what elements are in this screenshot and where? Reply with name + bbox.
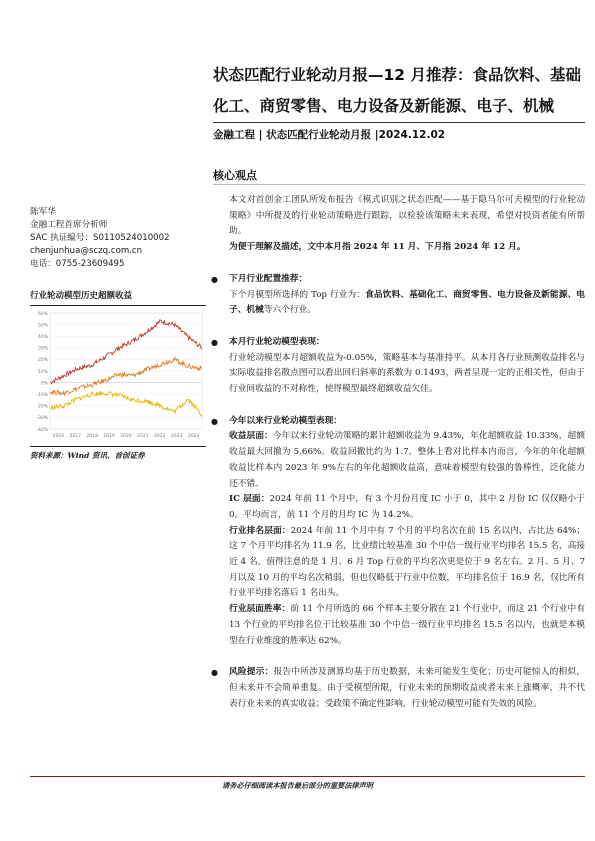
ytd-ic-label: IC 层面： [229, 494, 270, 505]
x-tick-label: 2021 [137, 434, 149, 439]
x-tick-label: 2018 [86, 434, 98, 439]
x-tick-label: 2022 [154, 434, 166, 439]
x-tick-label: 2024 [187, 434, 200, 439]
x-tick-label: 2019 [103, 434, 115, 439]
bullet-icon: ● [211, 273, 218, 284]
series-line [50, 392, 202, 416]
y-tick-label: -20% [36, 404, 48, 410]
analyst-license: SAC 执证编号：S0110524010002 [30, 233, 170, 243]
report-title-line2: 化工、商贸零售、电力设备及新能源、电子、机械 [213, 97, 555, 115]
next-month-heading: 下月行业配置推荐： [229, 273, 308, 284]
ytd-win-label: 行业层面胜率： [229, 604, 291, 615]
recommended-industries: 食品饮料、基础化工、商贸零售、电力设备及新能源、电子、机械 [229, 289, 585, 316]
analyst-phone: 电话：0755-23609495 [30, 259, 125, 269]
chart-source: 资料来源：Wind 资讯、首创证券 [30, 446, 206, 461]
y-tick-label: 0% [40, 381, 48, 387]
x-tick-label: 2020 [120, 434, 132, 439]
series-line [50, 358, 202, 395]
bullet-icon: ● [211, 336, 218, 347]
section-title: 核心观点 [213, 169, 257, 182]
y-tick-label: -40% [36, 427, 48, 433]
y-tick-label: 20% [37, 358, 48, 364]
ytd-section [211, 414, 585, 430]
report-subtitle: 金融工程 | 状态匹配行业轮动月报 |2024.12.02 [213, 129, 446, 141]
risk-paragraph [211, 665, 586, 712]
ytd-rank-text: 2024 年前 11 个月中有 7 个月的平均名次在前 15 名以内，占比达 64%；这 7 个月平均排名为 11.9 名，比业绩比较基准 30 个中信一级行业平均排名 15.5 名，高接近 4 名。值得注意的是 1 月、6 月 Top 行业的平均名次更是位于 9 名左右。2 月、5 月、7 月以及 10 月的平均名次稍弱，但也仅略低于行业中位数，平均排名位于 16.9 名，仅比所有行业平均排名落后 1 名出头。 [229, 525, 586, 599]
analyst-block [30, 206, 205, 271]
intro-note: 为便于理解及描述，文中本月指 2024 年 11 月、下月指 2024 年 12 月。 [229, 242, 526, 253]
y-tick-label: 50% [37, 323, 48, 329]
analyst-role: 金融工程首席分析师 [30, 220, 108, 230]
ytd-heading: 今年以来行业轮动模型表现： [229, 415, 342, 426]
excess-return-chart [30, 307, 206, 441]
this-month-section [211, 335, 585, 351]
y-tick-label: 40% [37, 335, 48, 340]
next-month-section [211, 272, 585, 288]
chart-title: 行业轮动模型历史超额收益 [30, 289, 206, 306]
report-title [213, 60, 585, 122]
ytd-ic-paragraph [229, 492, 585, 523]
y-tick-label: -30% [36, 416, 48, 422]
y-tick-label: 30% [37, 346, 48, 352]
risk-heading: 风险提示： [229, 667, 274, 678]
this-month-paragraph: 行业轮动模型本月超额收益为-0.05%，策略基本与基准持平。从本月各行业预测收益排名与实际收益排名散点图可以看出回归斜率的系数为 0.1493，两者呈现一定的正相关性，但由于行业间收益的不对称性，使得模型最终超额收益欠佳。 [229, 352, 585, 395]
analyst-email[interactable]: chenjunhua@sczq.com.cn [30, 246, 143, 256]
footer-disclaimer: 请务必仔细阅读本报告最后部分的重要法律声明 [222, 781, 373, 790]
y-tick-label: -10% [36, 393, 48, 398]
series-line [50, 320, 202, 384]
next-month-prefix: 下个月模型所选择的 Top 行业为： [229, 289, 366, 300]
section-divider [213, 184, 585, 185]
analyst-name: 陈军华 [30, 207, 56, 217]
x-tick-label: 2016 [52, 434, 65, 439]
next-month-paragraph [229, 288, 585, 319]
ytd-return-label: 收益层面： [229, 431, 273, 442]
main-content [211, 193, 586, 712]
ytd-win-text: 前 11 个月所选的 66 个样本主要分散在 21 个行业中，而这 21 个行业中有 13 个行业的平均排名位于比较基准 30 个中信一级行业平均排名 15.5 名以内，也就是本模型在行业维度的胜率达 62%。 [229, 604, 586, 646]
footer-divider [30, 776, 585, 777]
ytd-ic-text: 2024 年前 11 个月中，有 3 个月份月度 IC 小于 0，其中 2 月份 IC 仅仅略小于 0。平均而言，前 11 个月的月均 IC 为 14.2%。 [229, 494, 585, 520]
y-tick-label: 10% [37, 369, 48, 375]
this-month-heading: 本月行业轮动模型表现： [229, 336, 325, 347]
bullet-icon: ● [211, 668, 218, 678]
ytd-return-paragraph [229, 429, 585, 492]
report-title-line1: 状态匹配行业轮动月报—12 月推荐：食品饮料、基础 [213, 66, 581, 84]
chart-svg [30, 307, 206, 441]
ytd-return-text: 今年以来行业轮动策略的累计超额收益为 9.43%，年化超额收益 10.33%，超额收益最大回撤为 5.66%。收益回撤比约为 1.7。整体上看对比样本内而言，今年的年化超额收益比样本内 2023 年 9%左右的年化超额收益高，意味着模型有较强的鲁棒性，泛化能力还不错。 [229, 431, 586, 489]
ytd-rank-label: 行业排名层面： [229, 525, 291, 536]
bullet-icon: ● [211, 415, 218, 426]
intro-text: 本文对首创金工团队所发布报告《模式识别之状态匹配——基于隐马尔可夫模型的行业轮动策略》中所提及的行业轮动策略进行跟踪，以检验该策略未来表现，希望对投资者能有所帮助。 [229, 195, 585, 237]
intro-paragraph [229, 193, 585, 240]
ytd-rank-paragraph [229, 524, 585, 603]
ytd-win-paragraph [229, 602, 585, 649]
title-divider [213, 122, 585, 123]
next-month-suffix: 等六个行业。 [263, 305, 316, 316]
y-tick-label: 60% [37, 311, 48, 317]
x-tick-label: 2017 [69, 434, 82, 439]
risk-text: 报告中所涉及测算均基于历史数据，未来可能发生变化；历史可能惊人的相似，但未来并不会简单重复。由于受模型所限，行业未来的预期收益或者未来上涨概率，并不代表行业未来的真实收益；受政策不确定性影响，行业轮动模型可能有失效的风险。 [229, 667, 586, 709]
x-tick-label: 2023 [170, 434, 183, 439]
